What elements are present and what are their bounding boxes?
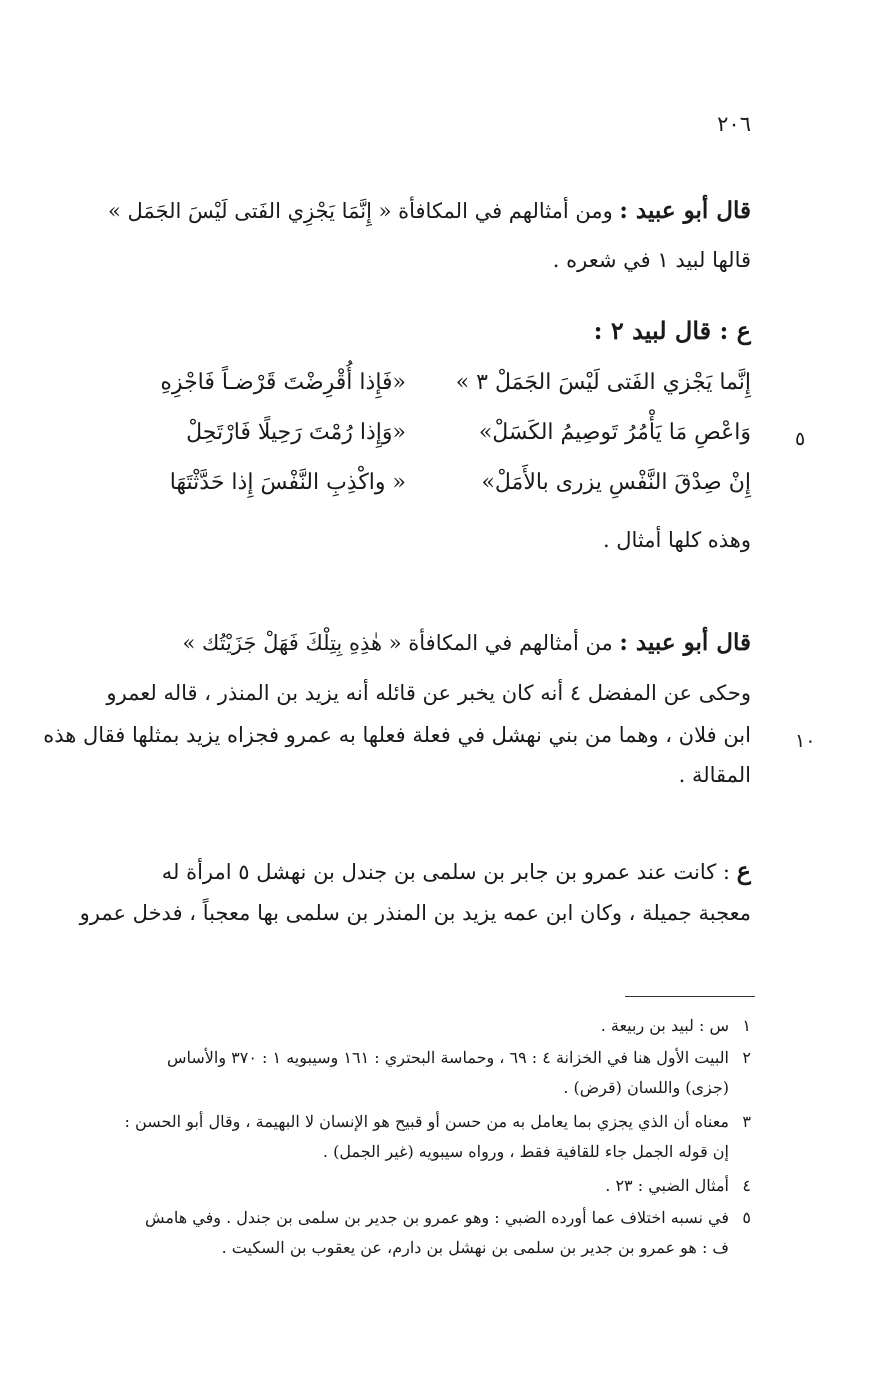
margin-line-number-10: ١٠ xyxy=(795,730,816,752)
footnote-1 xyxy=(21,1012,751,1040)
section4-line2: معجبة جميلة ، وكان ابن عمه يزيد بن المنذر بن سلمى بها معجباً ، فدخل عمرو xyxy=(79,901,751,925)
attribution-abu-ubayd: قال أبو عبيد : xyxy=(619,197,751,224)
section2-intro xyxy=(91,316,751,347)
verse-3-hemistich-1: إِنْ صِدْقَ النَّفْسِ يزرى بالأَمَلْ» xyxy=(481,470,751,495)
footnote-1-number: ١ xyxy=(742,1016,751,1035)
verse-3-hemistich-2: « واكْذِبِ النَّفْسَ إِذا حَدَّثْتَهَا xyxy=(169,470,406,495)
section4-line1-text: : كانت عند عمرو بن جابر بن سلمى بن جندل بن نهشل ٥ امرأة له xyxy=(161,860,730,884)
page-number: ٢٠٦ xyxy=(717,112,751,136)
footnote-2 xyxy=(21,1044,751,1072)
section3-line1-text: من أمثالهم في المكافأة « هٰذِهِ بِتِلْكَ فَهَلْ جَزَيْتُك » xyxy=(182,631,613,655)
verse-2-hemistich-1: وَاعْصِ مَا يَأْمُرُ تَوصِيمُ الكَسَلْ» xyxy=(478,420,751,445)
section1-line1 xyxy=(91,196,751,226)
verse-2-hemistich-2: «وَإِذا رُمْتَ رَحِيلًا فَارْتَحِلْ xyxy=(186,420,406,445)
ain-marker: ع xyxy=(736,856,751,885)
section3-line1 xyxy=(91,628,751,658)
section4-line1 xyxy=(91,856,751,887)
verse-3 xyxy=(121,470,751,504)
section1-line2: قالها لبيد ١ في شعره . xyxy=(552,248,751,272)
verse-1-hemistich-1: إِنَّما يَجْزي الفَتى لَيْسَ الجَمَلْ ٣ » xyxy=(455,370,751,395)
footnote-5 xyxy=(21,1204,751,1232)
footnote-3-number: ٣ xyxy=(742,1112,751,1131)
footnote-5-number: ٥ xyxy=(742,1208,751,1227)
attribution-abu-ubayd: قال أبو عبيد : xyxy=(619,629,751,656)
section1-line1-text: ومن أمثالهم في المكافأة « إِنَّمَا يَجْزِي الفَتى لَيْسَ الجَمَل » xyxy=(108,199,613,223)
section2-intro-text: ع : قال لبيد ٢ : xyxy=(593,316,751,345)
section3-line2: وحكى عن المفضل ٤ أنه كان يخبر عن قائله أنه يزيد بن المنذر ، قاله لعمرو xyxy=(106,681,751,705)
footnote-1-text: س : لبيد بن ربيعة . xyxy=(600,1016,729,1035)
section2-closing: وهذه كلها أمثال . xyxy=(602,528,751,552)
verse-2 xyxy=(121,420,751,454)
footnote-3 xyxy=(21,1108,751,1136)
footnote-2-number: ٢ xyxy=(742,1048,751,1067)
margin-line-number-5: ٥ xyxy=(795,428,806,450)
section3-line4: المقالة . xyxy=(678,763,751,787)
footnote-3-continuation: إن قوله الجمل جاء للقافية فقط ، ورواه سيبويه (غير الجمل) . xyxy=(322,1142,729,1161)
footnote-5-text: في نسبه اختلاف عما أورده الضبي : وهو عمرو بن جدير بن سلمى بن جندل . وفي هامش xyxy=(144,1208,729,1227)
footnote-4-number: ٤ xyxy=(742,1176,751,1195)
verse-1-hemistich-2: «فَإِذا أُقْرِضْتَ قَرْضـاً فَاجْزِهِ xyxy=(160,370,406,395)
footnote-2-continuation: (جزى) واللسان (قرض) . xyxy=(563,1078,729,1097)
footnote-divider xyxy=(625,996,755,997)
footnote-5-continuation: ف : هو عمرو بن جدير بن سلمى بن نهشل بن دارم، عن يعقوب بن السكيت . xyxy=(221,1238,729,1257)
verse-1 xyxy=(121,370,751,404)
footnote-4-text: أمثال الضبي : ٢٣ . xyxy=(605,1176,729,1195)
section3-line3: ابن فلان ، وهما من بني نهشل في فعلة فعلها به عمرو فجزاه يزيد بمثلها فقال هذه xyxy=(43,723,751,747)
footnote-4 xyxy=(21,1172,751,1200)
footnote-3-text: معناه أن الذي يجزي بما يعامل به من حسن أو قبيح هو الإنسان لا البهيمة ، وقال أبو الحسن : xyxy=(124,1112,729,1131)
footnote-2-text: البيت الأول هنا في الخزانة ٤ : ٦٩ ، وحماسة البحتري : ١٦١ وسيبويه ١ : ٣٧٠ والأساس xyxy=(166,1048,729,1067)
